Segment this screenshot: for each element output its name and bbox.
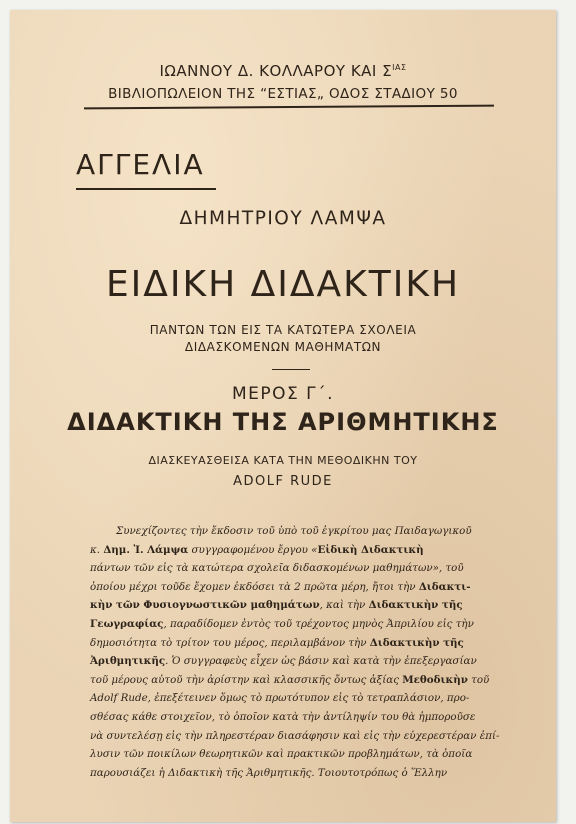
body-line: σθέσας κάθε στοιχεῖον, τὸ ὁποῖον κατὰ τὴν ἀντίληψίν του θὰ ἠμποροῦσε	[90, 710, 476, 723]
author-name: ΔΗΜΗΤΡΙΟΥ ΛΑΜΨΑ	[179, 208, 387, 229]
body-line: Συνεχίζοντες τὴν ἔκδοσιν τοῦ ὑπὸ τοῦ ἐγκρίτου μας Παιδαγωγικοῦ	[116, 525, 472, 537]
body-line: παρουσιάζει ἡ Διδακτικὴ τῆς Ἀριθμητικῆς. Τοιουτοτρόπως ὁ Ἕλλην	[90, 766, 448, 779]
header-divider	[84, 105, 494, 110]
publisher-address: ΒΙΒΛΙΟΠΩΛΕΙΟΝ ΤΗΣ “ΕΣΤΙΑΣ„ ΟΔΟΣ ΣΤΑΔΙΟΥ 50	[108, 86, 458, 102]
body-line: δημοσιότητα τὸ τρίτον του μέρος, περιλαμβάνον τὴν Διδακτικὴν τῆς	[90, 636, 464, 649]
body-line: νὰ συντελέσῃ εἰς τὴν πληρεστέραν διασάφησιν καὶ εἰς τὴν εὐχερεστέραν ἐπί-	[90, 729, 500, 742]
announcement-underline	[76, 188, 216, 190]
section-divider	[272, 369, 310, 370]
book-subtitle-line2: ΔΙΔΑΣΚΟΜΕΝΩΝ ΜΑΘΗΜΑΤΩΝ	[184, 340, 382, 354]
body-line: Adolf Rude, ἐπεξέτεινεν ὅμως τὸ πρωτότυπον εἰς τὸ τετραπλάσιον, προ-	[90, 692, 470, 705]
body-line: τοῦ μέρους αὐτοῦ τὴν ἀρίστην καὶ κλασσικῆς ὄντως ἀξίας Μεθοδικὴν τοῦ	[90, 673, 490, 686]
body-line: ὁποίου μέχρι τοῦδε ἔχομεν ἐκδόσει τὰ 2 πρῶτα μέρη, ἤτοι τὴν Διδακτι-	[90, 580, 471, 593]
body-line: Γεωγραφίας, παραδίδομεν ἐντὸς τοῦ τρέχοντος μηνὸς Ἀπριλίου εἰς τὴν	[90, 617, 474, 630]
announcement-heading: ΑΓΓΕΛΙΑ	[76, 148, 205, 181]
leaflet-page	[10, 10, 556, 822]
adaptation-author: ADOLF RUDE	[233, 474, 333, 489]
book-subtitle-line1: ΠΑΝΤΩΝ ΤΩΝ ΕΙΣ ΤΑ ΚΑΤΩΤΕΡΑ ΣΧΟΛΕΙΑ	[149, 323, 417, 337]
part-title: ΔΙΔΑΚΤΙΚΗ ΤΗΣ ΑΡΙΘΜΗΤΙΚΗΣ	[67, 408, 499, 436]
announcement-body	[90, 522, 500, 782]
body-line: Ἀριθμητικῆς. Ὁ συγγραφεὺς εἶχεν ὡς βάσιν καὶ κατὰ τὴν ἐπεξεργασίαν	[90, 655, 477, 668]
body-line: κ. Δημ. Ἰ. Λάμψα συγγραφομένου ἔργου «Εἰδικὴ Διδακτικὴ	[90, 543, 424, 556]
adaptation-note: ΔΙΑΣΚΕΥΑΣΘΕΙΣΑ ΚΑΤΑ ΤΗΝ ΜΕΘΟΔΙΚΗΝ ΤΟΥ	[148, 454, 418, 467]
publisher-superscript: ΙΑΣ	[392, 63, 407, 72]
body-line: κὴν τῶν Φυσιογνωστικῶν μαθημάτων, καὶ τὴν Διδακτικὴν τῆς	[90, 599, 463, 612]
publisher-name: ΙΩΑΝΝΟΥ Δ. ΚΟΛΛΑΡΟΥ ΚΑΙ $\Sigma^{IA\Sigma}$	[159, 62, 407, 80]
body-line: λυσιν τῶν ποικίλων θεωρητικῶν καὶ πρακτικῶν προβλημάτων, τὰ ὁποῖα	[90, 748, 473, 761]
body-line: πάντων τῶν εἰς τὰ κατώτερα σχολεῖα διδασκομένων μαθημάτων», τοῦ	[90, 562, 464, 575]
book-title: ΕΙΔΙΚΗ ΔΙΔΑΚΤΙΚΗ	[105, 264, 461, 305]
part-label: ΜΕΡΟΣ Γ΄.	[231, 384, 335, 404]
